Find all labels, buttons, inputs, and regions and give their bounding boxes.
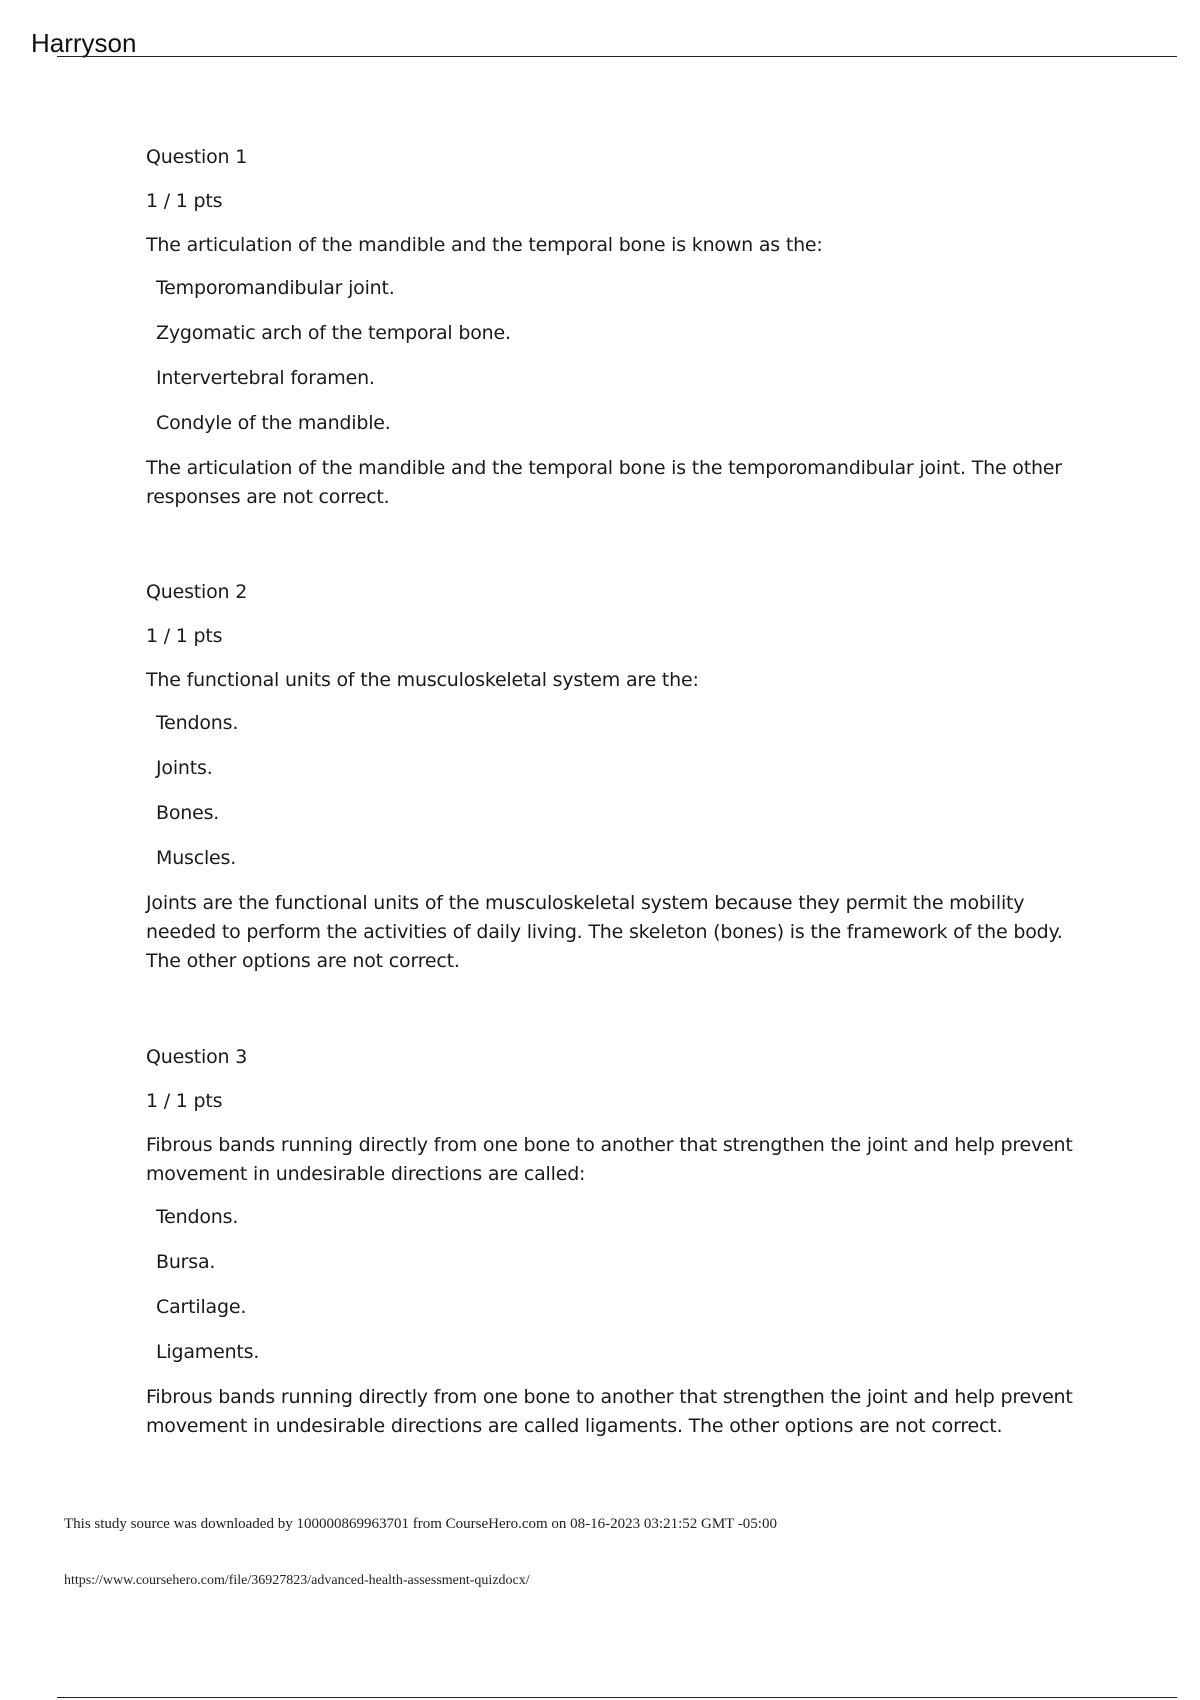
answer-option: Intervertebral foramen.	[156, 367, 375, 389]
answer-list	[146, 709, 1096, 873]
answer-option: Bones.	[156, 802, 220, 824]
answer-option: Bursa.	[156, 1251, 216, 1273]
answer-option: Tendons.	[156, 712, 239, 734]
footer-divider	[57, 1697, 1177, 1698]
question-feedback: Joints are the functional units of the musculoskeletal system because they permit the mobility needed to perform the activities of daily living. The skeleton (bones) is the framework of the body. The other options are not correct.	[146, 892, 1063, 972]
header-divider	[57, 56, 1177, 57]
source-url-link[interactable]: https://www.coursehero.com/file/36927823/advanced-health-assessment-quizdocx/	[64, 1573, 530, 1588]
question-1	[146, 143, 1096, 578]
question-feedback: Fibrous bands running directly from one bone to another that strengthen the joint and help prevent movement in undesirable directions are called ligaments. The other options are not correct.	[146, 1386, 1073, 1437]
question-3	[146, 1043, 1096, 1473]
question-points: 1 / 1 pts	[146, 190, 223, 212]
question-text: Fibrous bands running directly from one bone to another that strengthen the joint and help prevent movement in undesirable directions are called:	[146, 1134, 1073, 1185]
answer-option: Condyle of the mandible.	[156, 412, 391, 434]
question-points: 1 / 1 pts	[146, 625, 223, 647]
question-feedback: The articulation of the mandible and the temporal bone is the temporomandibular joint. The other responses are not correct.	[146, 457, 1062, 508]
answer-option: Joints.	[156, 757, 213, 779]
answer-option: Tendons.	[156, 1206, 239, 1228]
answer-option: Temporomandibular joint.	[156, 277, 395, 299]
question-text: The functional units of the musculoskeletal system are the:	[146, 669, 699, 691]
answer-list	[146, 1203, 1096, 1367]
answer-option: Ligaments.	[156, 1341, 260, 1363]
question-text: The articulation of the mandible and the temporal bone is known as the:	[146, 234, 823, 256]
question-title: Question 2	[146, 581, 248, 603]
answer-option: Zygomatic arch of the temporal bone.	[156, 322, 511, 344]
answer-option: Cartilage.	[156, 1296, 247, 1318]
quiz-content	[146, 143, 1096, 1473]
question-title: Question 1	[146, 146, 248, 168]
question-2	[146, 578, 1096, 1043]
source-attribution: This study source was downloaded by 100000869963701 from CourseHero.com on 08-16-2023 03:21:52 GMT -05:00	[64, 1516, 777, 1532]
question-points: 1 / 1 pts	[146, 1090, 223, 1112]
answer-option: Muscles.	[156, 847, 237, 869]
question-title: Question 3	[146, 1046, 248, 1068]
header-name: Harryson	[31, 28, 137, 58]
answer-list	[146, 274, 1096, 438]
